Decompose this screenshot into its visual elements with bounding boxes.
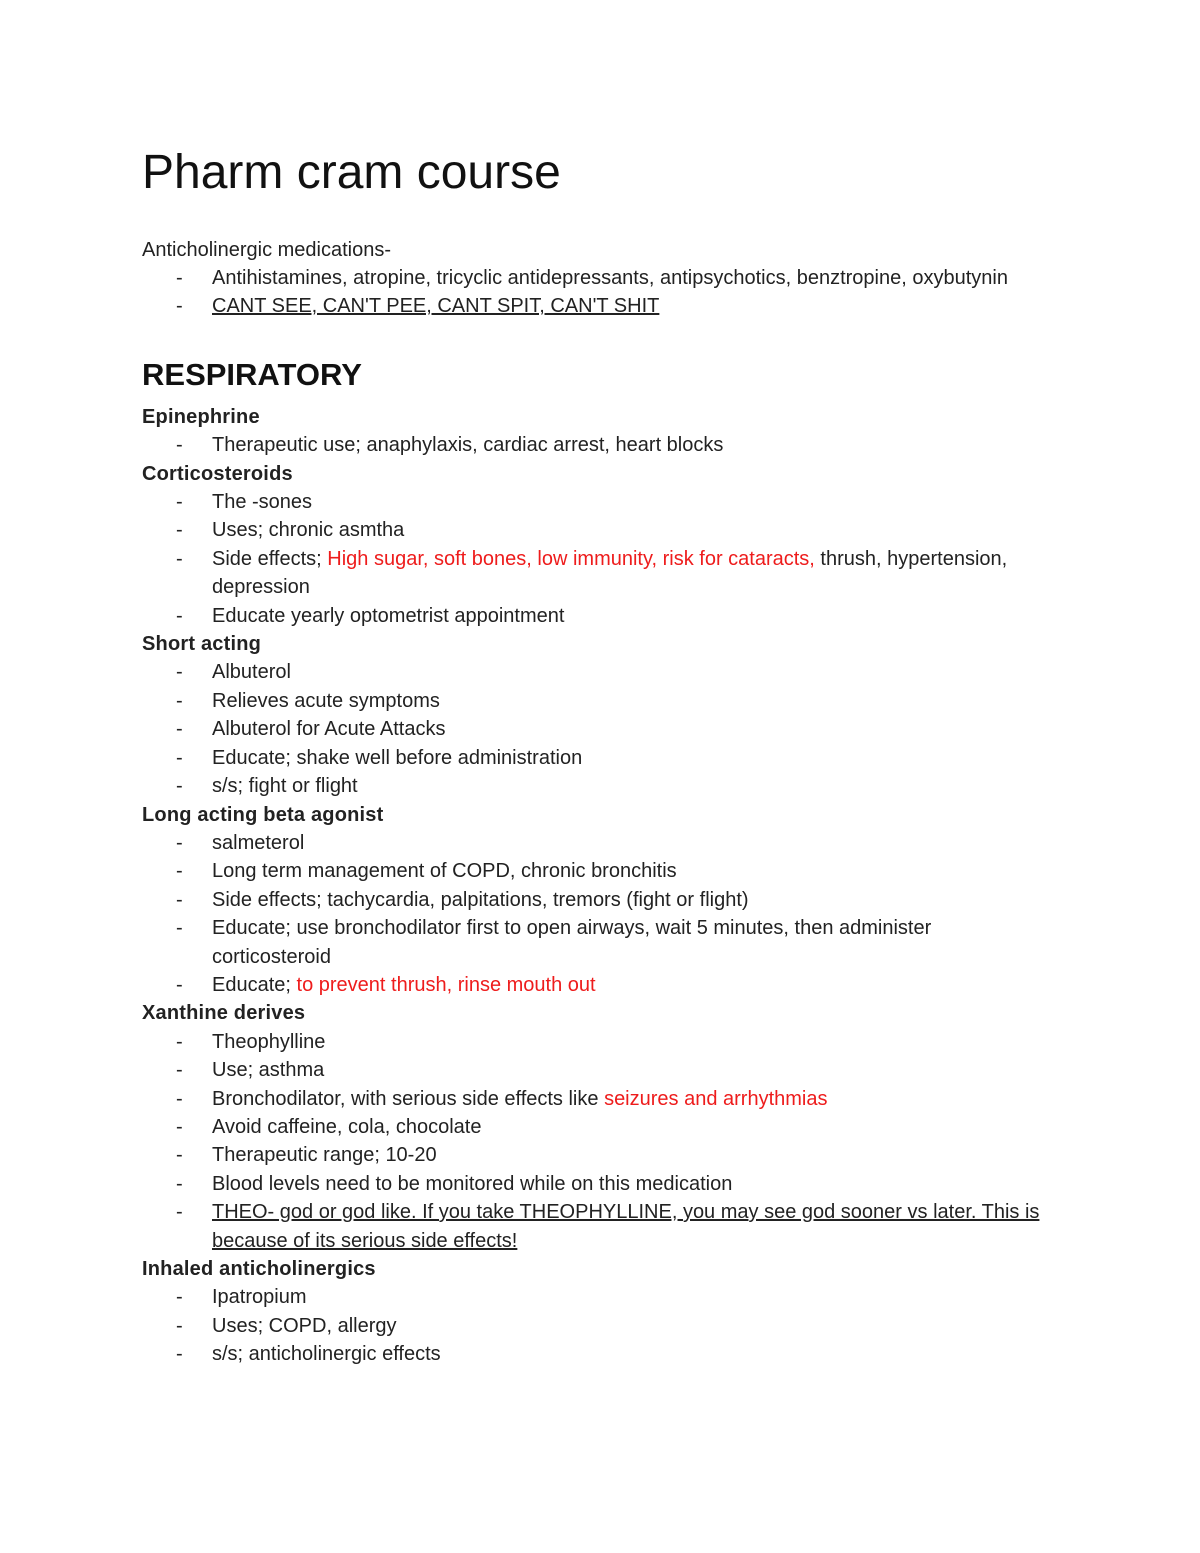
corticosteroids-list [142, 488, 1052, 630]
list-item: - s/s; fight or flight [176, 775, 358, 798]
epinephrine-heading: Epinephrine [142, 405, 260, 428]
mnemonic-text: CANT SEE, CAN'T PEE, CANT SPIT, CAN'T SHIT [212, 295, 660, 318]
long-acting-heading: Long acting beta agonist [142, 803, 384, 826]
list-item: - Educate; use bronchodilator first to open airways, wait 5 minutes, then administer corticosteroid [176, 917, 932, 968]
anticholinergic-label: Anticholinergic medications- [142, 239, 392, 261]
list-item: - Albuterol [176, 661, 291, 684]
list-item: - Therapeutic range; 10-20 [176, 1144, 437, 1167]
anticholinergic-list [142, 264, 1052, 321]
highlighted-text: High sugar, soft bones, low immunity, risk for cataracts, [327, 547, 815, 570]
list-item: - Uses; COPD, allergy [176, 1314, 397, 1337]
document-page [142, 140, 1052, 1369]
list-item: - Blood levels need to be monitored while on this medication [176, 1172, 733, 1195]
list-item: - Side effects; tachycardia, palpitations, tremors (fight or flight) [176, 888, 749, 911]
list-item: - The -sones [176, 491, 313, 514]
corticosteroids-heading: Corticosteroids [142, 462, 293, 485]
inhaled-anticholinergics-list [142, 1283, 1052, 1368]
list-item: - Long term management of COPD, chronic bronchitis [176, 860, 677, 883]
list-item: - Albuterol for Acute Attacks [176, 718, 446, 741]
long-acting-list [142, 829, 1052, 999]
list-item: - THEO- god or god like. If you take THEOPHYLLINE, you may see god sooner vs later. This is because of its serious side effects! [176, 1201, 1040, 1252]
short-acting-heading: Short acting [142, 633, 262, 656]
list-item: - Side effects; High sugar, soft bones, low immunity, risk for cataracts, thrush, hypertension, depression [176, 547, 1008, 599]
list-item: - Bronchodilator, with serious side effects like seizures and arrhythmias [176, 1087, 828, 1110]
document-title: Pharm cram course [142, 146, 561, 199]
highlighted-text: to prevent thrush, rinse mouth out [296, 973, 596, 996]
list-item: - salmeterol [176, 831, 305, 854]
list-item: - Educate; shake well before administration [176, 746, 583, 769]
list-item: - Use; asthma [176, 1059, 325, 1082]
xanthine-heading: Xanthine derives [142, 1002, 306, 1025]
list-item: - Theophylline [176, 1030, 326, 1053]
list-item: - Educate; to prevent thrush, rinse mouth out [176, 973, 596, 996]
list-item: - s/s; anticholinergic effects [176, 1343, 441, 1366]
list-item: - Ipatropium [176, 1286, 307, 1309]
respiratory-heading: RESPIRATORY [142, 356, 362, 392]
list-item: - Relieves acute symptoms [176, 689, 440, 712]
mnemonic-text: THEO- god or god like. If you take THEOPHYLLINE, you may see god sooner vs later. This is because of its serious side effects! [212, 1201, 1040, 1252]
list-item: - Educate yearly optometrist appointment [176, 604, 565, 627]
list-item: - Antihistamines, atropine, tricyclic antidepressants, antipsychotics, benztropine, oxybutynin [176, 267, 1008, 289]
inhaled-anticholinergics-heading: Inhaled anticholinergics [142, 1258, 376, 1280]
list-item: - Uses; chronic asmtha [176, 519, 405, 542]
list-item: - Therapeutic use; anaphylaxis, cardiac arrest, heart blocks [176, 434, 724, 457]
short-acting-list [142, 658, 1052, 800]
list-item: - CANT SEE, CAN'T PEE, CANT SPIT, CAN'T SHIT [176, 295, 660, 318]
list-item: - Avoid caffeine, cola, chocolate [176, 1115, 482, 1138]
highlighted-text: seizures and arrhythmias [604, 1087, 828, 1110]
xanthine-list [142, 1028, 1052, 1255]
epinephrine-list [142, 431, 1052, 459]
